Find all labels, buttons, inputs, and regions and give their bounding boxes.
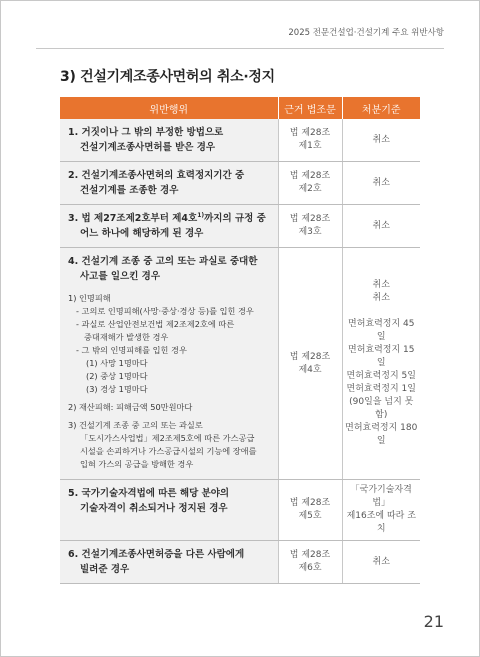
subitem-cont: 시설을 손괴하거나 가스공급시설의 기능에 장애를 [80, 446, 257, 456]
basis-text: 법 제28조 [289, 498, 331, 508]
violation-text-part: 3. 법 제27조제2호부터 제4호 [68, 213, 198, 224]
violation-text-cont: 빌려준 경우 [80, 564, 130, 575]
footnote-marker: 1) [197, 211, 205, 219]
violation-text: 4. 건설기계 조종 중 고의 또는 과실로 중대한 [68, 256, 258, 267]
header-divider [36, 48, 444, 49]
penalty-spacer [345, 305, 419, 318]
basis-text: 제3호 [298, 227, 322, 237]
violation-text [68, 211, 270, 226]
page-number: 21 [423, 612, 444, 631]
basis-text: 법 제28조 [289, 550, 331, 560]
penalty-text: 취소 [372, 280, 390, 290]
penalty-text: 면허효력정지 45일 [348, 319, 415, 342]
column-header-basis: 근거 법조문 [278, 97, 342, 119]
penalty-text: 취소 [372, 220, 390, 231]
basis-cell [278, 248, 342, 480]
penalty-cell [342, 480, 420, 541]
violation-cell [60, 248, 278, 480]
basis-text: 법 제28조 [289, 171, 331, 181]
penalty-cell [342, 119, 420, 162]
violation-cell [60, 119, 278, 162]
violation-text-cont: 사고를 일으킨 경우 [80, 271, 161, 282]
penalty-text: 취소 [372, 556, 390, 567]
violation-table [60, 97, 420, 584]
subitem-cont: 중대재해가 발생한 경우 [84, 332, 169, 342]
table-row [60, 248, 420, 480]
running-header: 2025 전문건설업·건설기계 주요 위반사항 [288, 28, 444, 38]
penalty-text: 면허효력정지 1일 [346, 384, 416, 394]
penalty-text: 취소 [372, 293, 390, 303]
column-header-violation: 위반행위 [60, 97, 278, 119]
penalty-text: 취소 [372, 134, 390, 145]
violation-text-part: 까지의 규정 중 [204, 213, 266, 224]
table-row [60, 205, 420, 248]
penalty-text: 면허효력정지 15일 [348, 345, 415, 368]
violation-text: 6. 건설기계조종사면허증을 다른 사람에게 [68, 549, 245, 560]
penalty-text: 면허효력정지 5일 [346, 371, 416, 381]
violation-text: 1. 거짓이나 그 밖의 부정한 방법으로 [68, 127, 224, 138]
basis-text: 제2호 [298, 184, 322, 194]
penalty-text: 「국가기술자격법」 [350, 485, 412, 508]
penalty-cell [342, 162, 420, 205]
penalty-text: 취소 [372, 177, 390, 188]
penalty-cell [342, 541, 420, 584]
subitem: - 그 밖의 인명피해를 입힌 경우 [76, 345, 187, 355]
section-title: 3) 건설기계조종사면허의 취소·정지 [60, 69, 275, 85]
basis-text: 법 제28조 [289, 351, 331, 362]
table-row [60, 119, 420, 162]
violation-cell [60, 480, 278, 541]
violation-text-cont: 건설기계조종사면허를 받은 경우 [80, 142, 216, 153]
violation-text: 5. 국가기술자격법에 따른 해당 분야의 [68, 488, 230, 499]
subitem-detail: (3) 경상 1명마다 [86, 384, 148, 394]
penalty-text: 면허효력정지 180일 [345, 423, 418, 446]
violation-text-cont: 건설기계를 조종한 경우 [80, 185, 179, 196]
basis-text: 제5호 [298, 511, 322, 521]
basis-cell [278, 162, 342, 205]
violation-text-cont: 기술자격이 취소되거나 정지된 경우 [80, 503, 228, 514]
subitem: - 과실로 산업안전보건법 제2조제2호에 따른 [76, 319, 235, 329]
penalty-cell [342, 205, 420, 248]
subitem-cont: 입혀 가스의 공급을 방해한 경우 [80, 459, 194, 469]
basis-cell [278, 541, 342, 584]
penalty-text: (90일을 넘지 못함) [349, 397, 414, 420]
subitem-detail: (2) 중상 1명마다 [86, 371, 148, 381]
subitem-detail: (1) 사망 1명마다 [86, 358, 148, 368]
subitem-heading: 3) 건설기계 조종 중 고의 또는 과실로 [68, 420, 203, 430]
basis-text: 제4호 [298, 364, 322, 375]
violation-cell [60, 162, 278, 205]
violation-cell [60, 541, 278, 584]
subitem-heading: 1) 인명피해 [68, 293, 111, 303]
violation-text-cont: 어느 하나에 해당하게 된 경우 [80, 228, 204, 239]
subitem-heading: 2) 재산피해: 피해금액 50만원마다 [68, 402, 193, 412]
table-row [60, 541, 420, 584]
basis-cell [278, 205, 342, 248]
subitem-cont: 「도시가스사업법」제2조제5호에 따른 가스공급 [80, 433, 255, 443]
table-header-row [60, 97, 420, 119]
basis-text: 법 제28조 [289, 214, 331, 224]
table-row [60, 480, 420, 541]
violation-subitems [68, 292, 270, 471]
table-row [60, 162, 420, 205]
basis-text: 제6호 [298, 563, 322, 573]
violation-cell [60, 205, 278, 248]
basis-cell [278, 480, 342, 541]
penalty-cell [342, 248, 420, 480]
violation-text: 2. 건설기계조종사면허의 효력정지기간 중 [68, 170, 245, 181]
subitem: - 고의로 인명피해(사망·중상·경상 등)를 입힌 경우 [76, 306, 254, 316]
column-header-penalty: 처분기준 [342, 97, 420, 119]
basis-text: 제1호 [298, 141, 322, 151]
basis-text: 법 제28조 [289, 128, 331, 138]
basis-cell [278, 119, 342, 162]
penalty-text: 제16조에 따라 조치 [346, 511, 416, 534]
